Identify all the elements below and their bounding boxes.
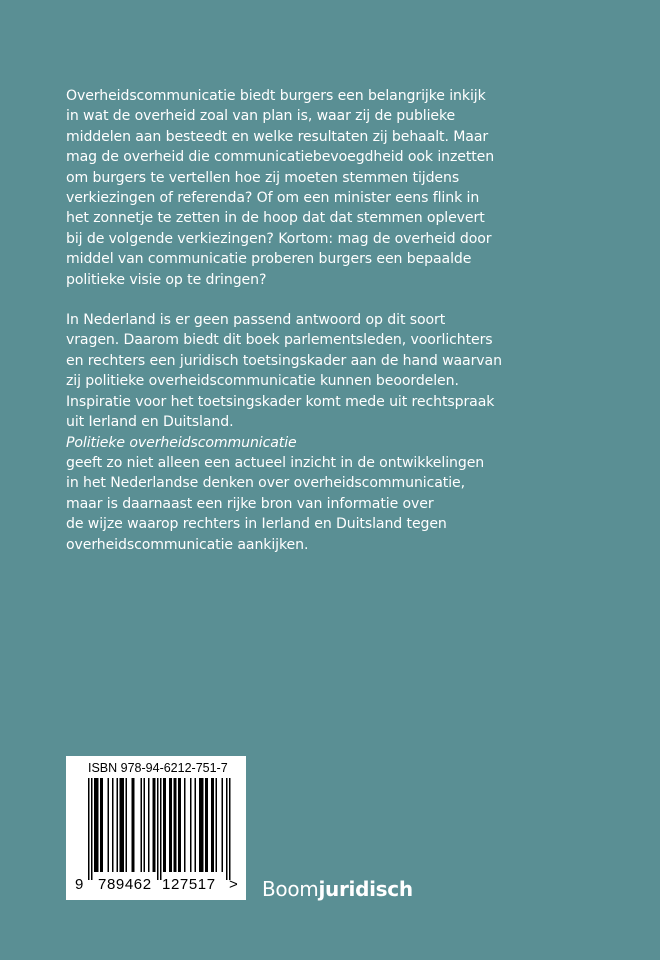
barcode-bar [148,778,150,872]
barcode-bar [120,778,122,872]
barcode-bar [97,778,99,872]
blurb-line: Inspiratie voor het toetsingskader komt mede uit rechtspraak [66,393,495,410]
blurb-line: politieke visie op te dringen? [66,271,267,288]
book-title: Politieke overheidscommunicatie [66,434,297,451]
barcode-bar [207,778,209,872]
blurb-line: middelen aan besteedt en welke resultaten zij behaalt. Maar [66,128,489,145]
publisher-logo [262,877,413,901]
blurb-line: in wat de overheid zoal van plan is, waar zij de publieke [66,108,456,125]
blurb-line: zij politieke overheidscommunicatie kunnen beoordelen. [66,373,459,390]
barcode-bar [211,778,213,872]
barcode-bar [201,778,203,872]
barcode-bar [190,778,192,872]
blurb-line: vragen. Daarom biedt dit boek parlementsleden, voorlichters [66,332,493,349]
barcode-bar [154,778,156,872]
barcode-bar [91,778,93,880]
blurb-line: om burgers te vertellen hoe zij moeten stemmen tijdens [66,169,460,186]
barcode-bar [144,778,146,872]
blurb-line: uit Ierland en Duitsland. [66,414,234,431]
barcode-bar [174,778,176,872]
barcode-bar [216,778,218,872]
barcode-bar [184,778,186,872]
publisher-name-part2: juridisch [318,877,413,901]
barcode-bar [175,778,177,872]
isbn-label: ISBN 978-94-6212-751-7 [88,761,228,775]
barcode-bar [160,778,162,880]
barcode-digits-left: 789462 [98,876,152,893]
blurb-line: Overheidscommunicatie biedt burgers een belangrijke inkijk [66,88,486,104]
barcode-bar [117,778,119,872]
isbn-barcode [66,756,246,900]
blurb-line: mag de overheid die communicatiebevoegdheid ook inzetten [66,149,495,166]
barcode-bar [132,778,134,872]
blurb-line-book-title [66,433,626,453]
barcode-bar [169,778,171,872]
barcode-bar [226,778,228,880]
barcode-bar [141,778,143,872]
barcode-digits-right: 127517 [162,876,216,893]
barcode-bar [153,778,155,872]
barcode-digit-first: 9 [75,876,84,893]
barcode-bar [94,778,96,872]
barcode-bar [222,778,224,872]
barcode-bar [126,778,128,872]
blurb-line: het zonnetje te zetten in de hoop dat dat stemmen oplevert [66,210,485,227]
blurb-line: middel van communicatie proberen burgers een bepaalde [66,251,472,268]
back-cover-blurb [66,86,626,555]
barcode-bar [96,778,98,872]
blurb-line: en rechters een juridisch toetsingskader aan de hand waarvan [66,352,502,369]
barcode-bar [202,778,204,872]
barcode-bar [88,778,90,880]
blurb-line: in het Nederlandse denken over overheidscommunicatie, [66,475,465,492]
barcode-bar [199,778,201,872]
barcode-bars [88,778,234,880]
barcode-bar [205,778,207,872]
blurb-line: In Nederland is er geen passend antwoord op dit soort [66,312,446,329]
barcode-bar [178,778,180,872]
barcode-bar [121,778,123,872]
barcode-bar [229,778,231,880]
barcode-bar [171,778,173,872]
blurb-paragraph-2 [66,310,626,555]
barcode-bar [108,778,110,872]
barcode-bar [123,778,125,872]
blurb-line: geeft zo niet alleen een actueel inzicht in de ontwikkelingen [66,454,485,471]
barcode-bar [100,778,102,872]
blurb-line: de wijze waarop rechters in Ierland en Duitsland tegen [66,516,447,533]
barcode-bar [213,778,215,872]
barcode-bar [133,778,135,872]
publisher-name-part1: Boom [262,877,319,901]
blurb-line: maar is daarnaast een rijke bron van informatie over [66,495,434,512]
barcode-bar [157,778,159,880]
barcode-bar [165,778,167,872]
barcode-end-mark: > [229,876,239,893]
blurb-line: bij de volgende verkiezingen? Kortom: mag de overheid door [66,230,492,247]
blurb-line: overheidscommunicatie aankijken. [66,536,309,553]
barcode-bar [195,778,197,872]
blurb-paragraph-1 [66,86,626,290]
barcode-bar [163,778,165,872]
barcode-bar [112,778,114,872]
barcode-bar [102,778,104,872]
blurb-line: verkiezingen of referenda? Of om een minister eens flink in [66,190,480,207]
barcode-bar [180,778,182,872]
